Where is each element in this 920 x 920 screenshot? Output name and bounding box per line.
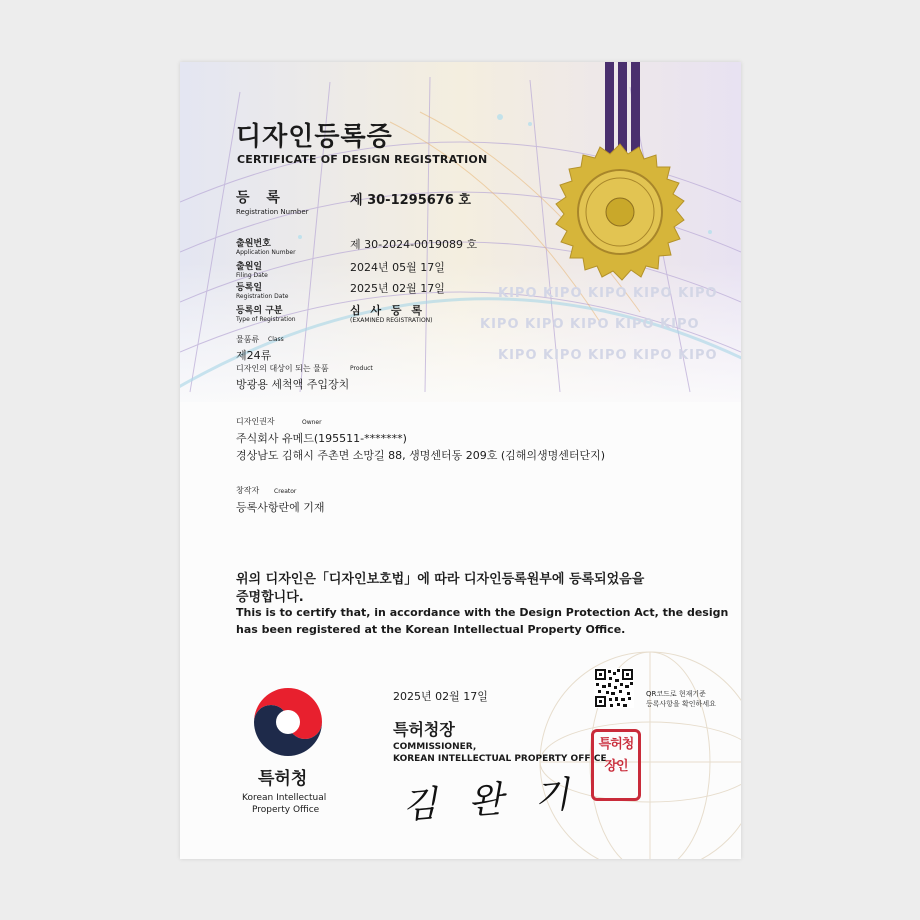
product-label: 디자인의 대상이 되는 물품 xyxy=(236,364,329,373)
watermark-text: KIPO KIPO KIPO KIPO KIPO xyxy=(480,317,700,332)
qr-code-icon[interactable] xyxy=(594,668,634,708)
type-label: 등록의 구분 xyxy=(236,306,283,316)
statement-korean-line2: 증명합니다. xyxy=(236,590,304,605)
registration-type: 심 사 등 록 xyxy=(350,304,425,317)
class-label-en: Class xyxy=(268,336,284,343)
filing-label-en: Filing Date xyxy=(236,272,268,279)
office-name-en-line2: Property Office xyxy=(252,805,320,815)
registration-date-label: 등록일 xyxy=(236,283,263,293)
statement-english-line2: has been registered at the Korean Intellectual Property Office. xyxy=(236,623,626,636)
registration-type-en: (EXAMINED REGISTRATION) xyxy=(350,317,433,324)
office-name-en-line1: Korean Intellectual xyxy=(242,793,327,803)
kipo-logo-icon xyxy=(252,686,324,758)
signature: 김 완 기 xyxy=(400,773,581,828)
registration-date-label-en: Registration Date xyxy=(236,293,289,300)
owner-label-en: Owner xyxy=(302,419,322,426)
creator-label-en: Creator xyxy=(274,488,297,495)
qr-note-line1: QR코드로 현재기준 xyxy=(646,690,706,698)
certificate-paper xyxy=(180,62,741,859)
qr-note-line2: 등록사항을 확인하세요 xyxy=(646,700,716,708)
application-label-en: Application Number xyxy=(236,249,296,256)
owner-name: 주식회사 유메드(195511-*******) xyxy=(236,432,407,445)
watermark-text: KIPO KIPO KIPO KIPO KIPO xyxy=(498,348,718,363)
registration-date: 2025년 02월 17일 xyxy=(350,282,445,295)
commissioner-en-line2: KOREAN INTELLECTUAL PROPERTY OFFICE xyxy=(393,754,607,764)
product-value: 방광용 세척액 주입장치 xyxy=(236,378,350,391)
class-value: 제24류 xyxy=(236,349,272,362)
class-label: 물품류 xyxy=(236,335,260,344)
title-korean: 디자인등록증 xyxy=(236,122,393,152)
statement-english-line1: This is to certify that, in accordance with the Design Protection Act, the design xyxy=(236,606,729,619)
office-name-korean: 특허청 xyxy=(258,769,308,789)
filing-label: 출원일 xyxy=(236,262,263,272)
statement-korean-line1: 위의 디자인은「디자인보호법」에 따라 디자인등록원부에 등록되었음을 xyxy=(236,572,645,587)
application-number: 제 30-2024-0019089 호 xyxy=(350,238,478,251)
creator-label: 창작자 xyxy=(236,486,260,495)
type-label-en: Type of Registration xyxy=(236,316,296,323)
registration-number: 제 30-1295676 호 xyxy=(350,193,471,208)
registration-label-en: Registration Number xyxy=(236,208,309,216)
owner-address: 경상남도 김해시 주촌면 소망길 88, 생명센터동 209호 (김해의생명센터단지) xyxy=(236,449,606,462)
creator-value: 등록사항란에 기재 xyxy=(236,501,325,514)
commissioner-title: 특허청장 xyxy=(393,720,455,739)
filing-date: 2024년 05월 17일 xyxy=(350,261,445,274)
application-label: 출원번호 xyxy=(236,239,271,249)
watermark-text: KIPO KIPO KIPO KIPO KIPO xyxy=(498,286,718,301)
issue-date: 2025년 02월 17일 xyxy=(393,690,488,703)
product-label-en: Product xyxy=(350,365,373,372)
official-red-seal: 특허청 장인 xyxy=(591,729,641,801)
owner-label: 디자인권자 xyxy=(236,417,275,426)
title-english: CERTIFICATE OF DESIGN REGISTRATION xyxy=(237,153,488,166)
commissioner-en-line1: COMMISSIONER, xyxy=(393,742,477,752)
registration-label: 등 록 xyxy=(236,190,286,206)
